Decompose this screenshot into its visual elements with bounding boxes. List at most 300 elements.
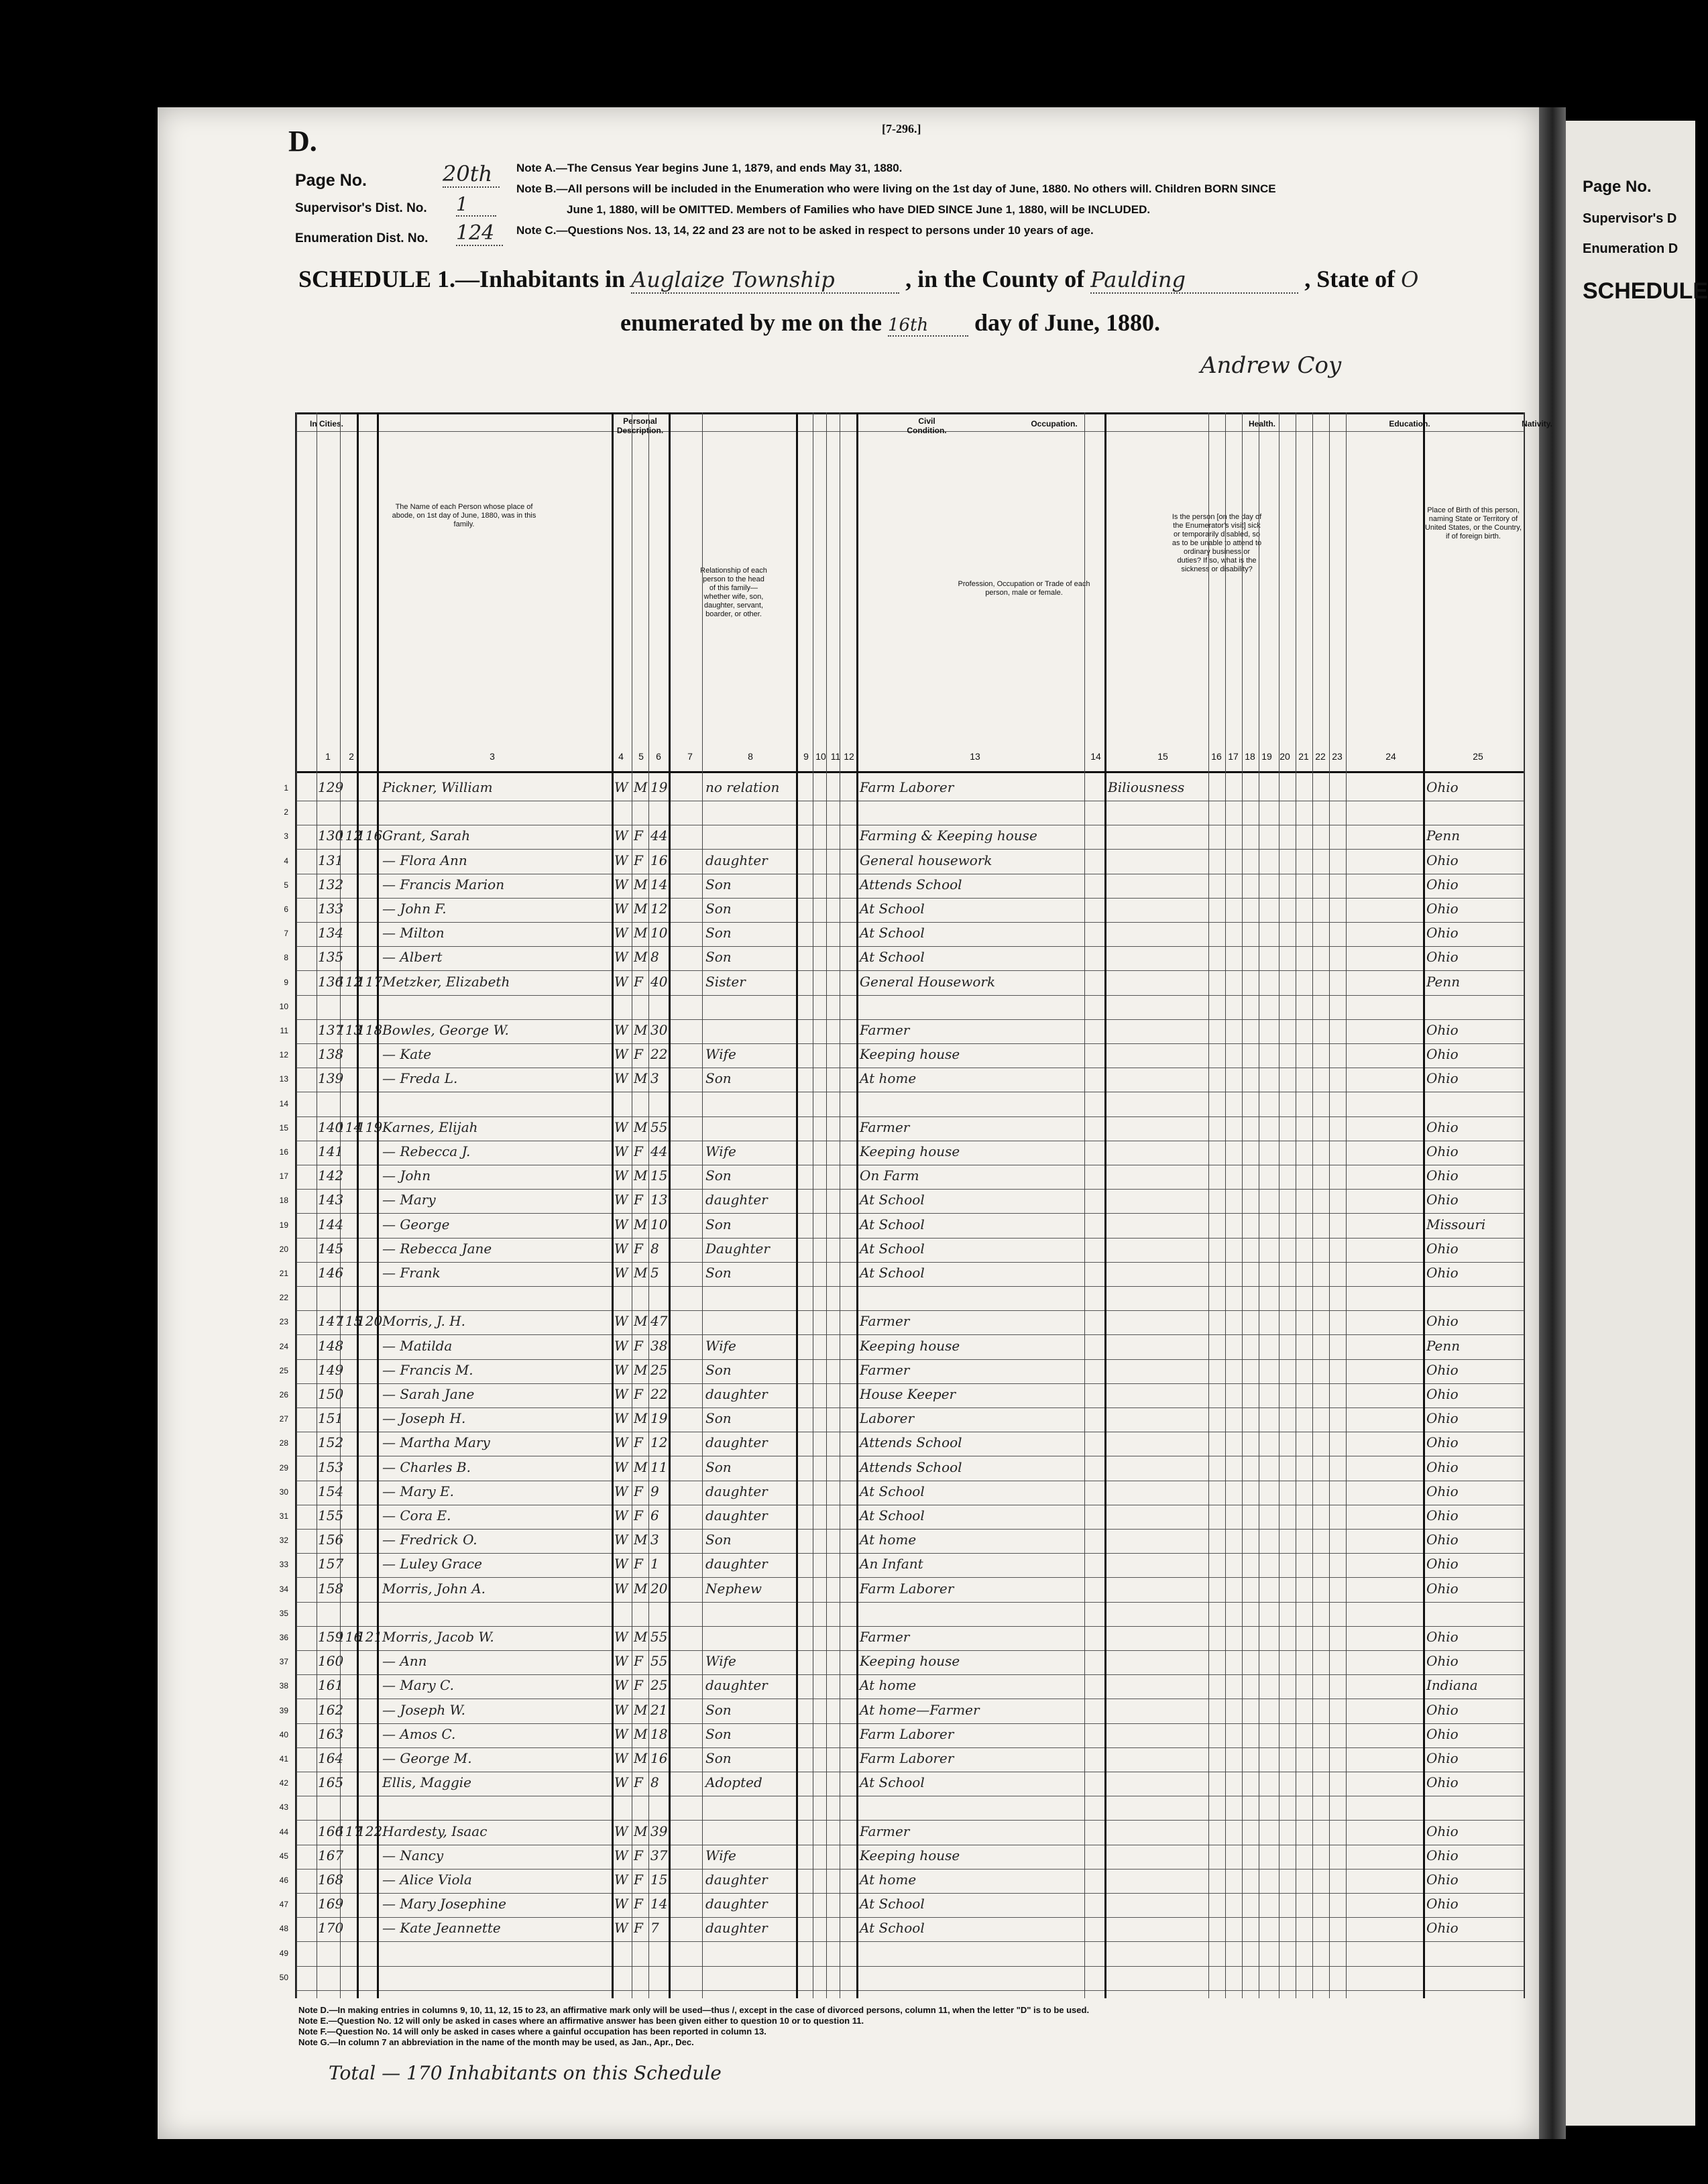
occupation: Keeping house: [860, 1653, 960, 1670]
column-number: 11: [830, 751, 841, 762]
sex: F: [634, 1677, 643, 1694]
census-table: [279, 412, 1552, 1998]
table-row: [279, 1045, 1524, 1068]
house-number: 157: [318, 1556, 344, 1572]
person-name: Pickner, William: [382, 779, 493, 795]
column-divider: [296, 412, 297, 1998]
row-rule: [296, 1553, 1524, 1554]
table-row: [279, 1094, 1524, 1116]
county-label: , in the County of: [905, 266, 1085, 292]
relationship: Wife: [705, 1046, 736, 1063]
row-rule: [296, 922, 1524, 923]
birthplace: Ohio: [1426, 1240, 1459, 1257]
house-number: 149: [318, 1361, 344, 1378]
line-number: 30: [279, 1487, 288, 1497]
table-row: [279, 1506, 1524, 1529]
color: W: [614, 1750, 628, 1766]
column-number: 1: [325, 751, 331, 762]
birthplace: Ohio: [1426, 1920, 1459, 1937]
relationship: Son: [705, 1458, 732, 1475]
birthplace: Ohio: [1426, 1167, 1459, 1184]
house-number: 163: [318, 1725, 344, 1742]
birthplace: Ohio: [1426, 1483, 1459, 1499]
family-number: 119: [357, 1118, 383, 1135]
age: 40: [650, 973, 668, 990]
relationship: Son: [705, 1701, 732, 1718]
occupation: At School: [860, 1920, 925, 1937]
occupation: House Keeper: [860, 1386, 956, 1402]
row-rule: [296, 1674, 1524, 1675]
house-number: 133: [318, 901, 344, 917]
color: W: [614, 1629, 628, 1645]
table-row: [279, 1943, 1524, 1966]
house-number: 168: [318, 1872, 344, 1888]
line-number: 48: [279, 1924, 288, 1934]
line-number: 19: [279, 1220, 288, 1230]
header-notes: [516, 158, 1522, 241]
person-name: — George: [382, 1216, 450, 1232]
sex: F: [634, 1483, 643, 1499]
column-divider: [612, 412, 614, 1998]
line-number: 8: [284, 953, 288, 963]
column-number: 14: [1090, 751, 1101, 762]
color: W: [614, 1216, 628, 1232]
line-number: 23: [279, 1317, 288, 1327]
row-rule: [296, 1626, 1524, 1627]
house-number: 152: [318, 1434, 344, 1451]
age: 15: [650, 1872, 668, 1888]
row-rule: [296, 1917, 1524, 1918]
table-row: [279, 1579, 1524, 1602]
table-row: [279, 1215, 1524, 1238]
column-divider: [856, 412, 858, 1998]
sex: F: [634, 1507, 643, 1524]
age: 19: [650, 1410, 668, 1427]
color: W: [614, 1046, 628, 1063]
occupation: Farming & Keeping house: [860, 827, 1037, 844]
relationship: Son: [705, 876, 732, 893]
person-name: — Kate: [382, 1046, 432, 1063]
house-number: 169: [318, 1896, 344, 1912]
age: 55: [650, 1653, 668, 1670]
person-name: — Rebecca J.: [382, 1143, 471, 1159]
relationship: Son: [705, 1167, 732, 1184]
column-number: 13: [970, 751, 980, 762]
house-number: 154: [318, 1483, 344, 1499]
house-number: 162: [318, 1701, 344, 1718]
color: W: [614, 1265, 628, 1281]
family-number: 116: [357, 827, 383, 844]
house-number: 159: [318, 1629, 344, 1645]
relationship: Son: [705, 901, 732, 917]
age: 3: [650, 1532, 659, 1548]
age: 12: [650, 1434, 668, 1451]
enumeration-dist-value: 124: [456, 221, 503, 246]
occupation: Farm Laborer: [860, 1750, 954, 1766]
table-row: [279, 1142, 1524, 1165]
row-rule: [296, 1529, 1524, 1530]
table-row: [279, 1725, 1524, 1747]
note-a: Note A.—The Census Year begins June 1, 1879, and ends May 31, 1880.: [516, 162, 903, 174]
house-number: 140: [318, 1118, 344, 1135]
table-row: [279, 1385, 1524, 1407]
person-name: — Mary: [382, 1192, 436, 1208]
occupation: At home: [860, 1872, 917, 1888]
facing-enumeration-label: Enumeration D: [1583, 241, 1678, 256]
occupation: At School: [860, 925, 925, 941]
table-row: [279, 1797, 1524, 1820]
age: 44: [650, 827, 668, 844]
relationship: daughter: [705, 1483, 768, 1499]
occupation: Farmer: [860, 1118, 910, 1135]
line-number: 22: [279, 1293, 288, 1303]
person-name: Bowles, George W.: [382, 1022, 509, 1038]
line-number: 10: [279, 1001, 288, 1011]
occupation: At School: [860, 1216, 925, 1232]
relationship: Son: [705, 1532, 732, 1548]
column-number: 21: [1298, 751, 1309, 762]
occupation: General housework: [860, 852, 992, 868]
family-number: 117: [357, 973, 383, 990]
line-number: 31: [279, 1511, 288, 1521]
page-no-label: Page No.: [295, 171, 367, 190]
line-number: 17: [279, 1171, 288, 1182]
color: W: [614, 1701, 628, 1718]
age: 10: [650, 925, 668, 941]
line-number: 26: [279, 1390, 288, 1399]
table-row: [279, 996, 1524, 1019]
column-number: 15: [1157, 751, 1168, 762]
table-row: [280, 1021, 1524, 1043]
sex: M: [634, 1823, 648, 1839]
line-number: 44: [279, 1827, 288, 1837]
person-name: — Ann: [382, 1653, 427, 1670]
house-number: 148: [318, 1337, 344, 1354]
house-number: 135: [318, 949, 344, 966]
color: W: [614, 852, 628, 868]
dwelling-number: 113: [337, 1022, 363, 1038]
line-number: 2: [284, 807, 288, 817]
birthplace: Ohio: [1426, 1532, 1459, 1548]
line-number: 4: [284, 856, 288, 866]
person-name: — Nancy: [382, 1847, 444, 1863]
table-row: [279, 1870, 1524, 1893]
age: 5: [650, 1265, 659, 1281]
row-rule: [296, 1116, 1524, 1117]
color: W: [614, 973, 628, 990]
table-row: [284, 899, 1524, 922]
person-name: — Flora Ann: [382, 852, 467, 868]
table-row: [284, 826, 1524, 849]
group-civil: Civil Condition.: [907, 416, 947, 435]
header-sickness: Is the person [on the day of the Enumerator's visit] sick or temporarily disabled, so as to be unable to attend to ordinary business or duties? If so, what is the sickness or disability?: [1172, 513, 1262, 573]
house-number: 142: [318, 1167, 344, 1184]
total-inhabitants: Total — 170 Inhabitants on this Schedule: [329, 2062, 722, 2084]
row-rule: [296, 1286, 1524, 1287]
relationship: Son: [705, 1410, 732, 1427]
column-divider: [1104, 412, 1106, 1998]
row-rule: [296, 1383, 1524, 1384]
relationship: daughter: [705, 1556, 768, 1572]
sex: F: [634, 1920, 643, 1937]
line-number: 7: [284, 929, 288, 939]
birthplace: Ohio: [1426, 1823, 1459, 1839]
note-g: Note G.—In column 7 an abbreviation in the name of the month may be used, as Jan., Apr., Dec.: [298, 2037, 694, 2047]
relationship: Son: [705, 1750, 732, 1766]
column-divider: [702, 412, 703, 1998]
column-number: 25: [1473, 751, 1483, 762]
age: 13: [650, 1192, 668, 1208]
house-number: 147: [318, 1313, 344, 1330]
sex: F: [634, 1896, 643, 1912]
relationship: daughter: [705, 1192, 768, 1208]
line-number: 46: [279, 1876, 288, 1885]
occupation: Farm Laborer: [860, 1580, 954, 1597]
table-row: [279, 1190, 1524, 1213]
column-divider: [357, 412, 359, 1998]
table-row: [279, 1287, 1524, 1310]
house-number: 165: [318, 1774, 344, 1791]
color: W: [614, 1458, 628, 1475]
column-divider: [1312, 412, 1313, 1998]
birthplace: Ohio: [1426, 876, 1459, 893]
color: W: [614, 1313, 628, 1330]
person-name: — Amos C.: [382, 1725, 456, 1742]
birthplace: Ohio: [1426, 779, 1459, 795]
color: W: [614, 1192, 628, 1208]
note-d: Note D.—In making entries in columns 9, 10, 11, 12, 15 to 23, an affirmative mark only will be used—thus /, except in the case of divorced persons, column 11, when the letter "D" is to be used.: [298, 2005, 1090, 2015]
birthplace: Penn: [1426, 827, 1461, 844]
table-row: [279, 1336, 1524, 1359]
line-number: 24: [279, 1341, 288, 1351]
note-c: Note C.—Questions Nos. 13, 14, 22 and 23 are not to be asked in respect to persons under 10 years of age.: [516, 224, 1094, 237]
line-number: 16: [279, 1147, 288, 1157]
table-row: [279, 1846, 1524, 1869]
schedule-label: SCHEDULE 1.—Inhabitants in: [298, 266, 626, 292]
group-personal: Personal Description.: [616, 416, 664, 435]
house-number: 130: [318, 827, 344, 844]
line-number: 35: [279, 1608, 288, 1618]
row-rule: [296, 970, 1524, 971]
row-rule: [296, 946, 1524, 947]
age: 20: [650, 1580, 668, 1597]
occupation: Keeping house: [860, 1046, 960, 1063]
house-number: 170: [318, 1920, 344, 1937]
color: W: [614, 1070, 628, 1087]
age: 6: [650, 1507, 659, 1524]
color: W: [614, 1337, 628, 1354]
birthplace: Ohio: [1426, 1386, 1459, 1402]
dwelling-number: 115: [337, 1313, 363, 1330]
sex: M: [634, 1750, 648, 1766]
line-number: 13: [279, 1074, 288, 1084]
relationship: Son: [705, 949, 732, 966]
table-row: [279, 1409, 1524, 1432]
line-number: 29: [279, 1462, 288, 1473]
facing-page: [1566, 121, 1708, 2126]
column-divider: [1329, 412, 1330, 1998]
column-divider: [1423, 412, 1425, 1998]
age: 30: [650, 1022, 668, 1038]
house-number: 150: [318, 1386, 344, 1402]
age: 19: [650, 779, 668, 795]
sex: M: [634, 876, 648, 893]
sex: M: [634, 1701, 648, 1718]
line-number: 40: [279, 1729, 288, 1739]
line-number: 14: [279, 1098, 288, 1108]
color: W: [614, 1896, 628, 1912]
birthplace: Penn: [1426, 1337, 1461, 1354]
birthplace: Ohio: [1426, 1313, 1459, 1330]
color: W: [614, 1386, 628, 1402]
house-number: 138: [318, 1046, 344, 1063]
column-divider: [1242, 412, 1243, 1998]
age: 16: [650, 852, 668, 868]
table-row: [279, 1458, 1524, 1481]
enumerated-label: enumerated by me on the: [620, 309, 882, 336]
color: W: [614, 1653, 628, 1670]
person-name: — Sarah Jane: [382, 1386, 475, 1402]
enumeration-dist-label: Enumeration Dist. No.: [295, 231, 429, 245]
person-name: — Matilda: [382, 1337, 453, 1354]
birthplace: Ohio: [1426, 1046, 1459, 1063]
table-row: [284, 875, 1524, 898]
table-row: [279, 1239, 1524, 1262]
facing-schedule-label: SCHEDULE: [1583, 278, 1708, 304]
row-rule: [296, 1213, 1524, 1214]
age: 22: [650, 1386, 668, 1402]
sex: M: [634, 1167, 648, 1184]
relationship: Son: [705, 1265, 732, 1281]
color: W: [614, 1725, 628, 1742]
table-row: [284, 778, 1524, 801]
house-number: 136: [318, 973, 344, 990]
age: 55: [650, 1118, 668, 1135]
sex: M: [634, 901, 648, 917]
sex: F: [634, 827, 643, 844]
person-name: — Mary C.: [382, 1677, 454, 1694]
relationship: Wife: [705, 1847, 736, 1863]
sex: M: [634, 1265, 648, 1281]
township-value: Auglaize Township: [631, 267, 899, 294]
occupation: At School: [860, 1896, 925, 1912]
dwelling-number: 112: [337, 827, 363, 844]
relationship: no relation: [705, 779, 780, 795]
age: 25: [650, 1361, 668, 1378]
house-number: 161: [318, 1677, 344, 1694]
column-divider: [669, 412, 671, 1998]
column-number: 3: [490, 751, 495, 762]
age: 25: [650, 1677, 668, 1694]
dwelling-number: 114: [337, 1118, 363, 1135]
sex: F: [634, 1386, 643, 1402]
line-number: 11: [280, 1026, 288, 1035]
sex: F: [634, 1653, 643, 1670]
relationship: Son: [705, 925, 732, 941]
form-number: [7-296.]: [882, 122, 921, 135]
relationship: daughter: [705, 1896, 768, 1912]
birthplace: Ohio: [1426, 1629, 1459, 1645]
line-number: 33: [279, 1560, 288, 1570]
sex: M: [634, 949, 648, 966]
column-divider: [796, 412, 798, 1998]
group-nativity: Nativity.: [1522, 419, 1552, 428]
column-number: 2: [349, 751, 354, 762]
row-rule: [296, 1966, 1524, 1967]
age: 8: [650, 1240, 659, 1257]
birthplace: Ohio: [1426, 1192, 1459, 1208]
person-name: — John: [382, 1167, 431, 1184]
occupation: Keeping house: [860, 1847, 960, 1863]
facing-page-no-label: Page No.: [1583, 178, 1652, 196]
relationship: Wife: [705, 1653, 736, 1670]
occupation: At School: [860, 1240, 925, 1257]
house-number: 129: [318, 779, 344, 795]
table-row: [279, 1361, 1524, 1383]
line-number: 12: [279, 1050, 288, 1060]
house-number: 137: [318, 1022, 344, 1038]
table-row: [284, 972, 1524, 995]
birthplace: Ohio: [1426, 852, 1459, 868]
row-rule: [296, 1310, 1524, 1311]
birthplace: Ohio: [1426, 1847, 1459, 1863]
row-rule: [296, 1869, 1524, 1870]
color: W: [614, 1774, 628, 1791]
relationship: daughter: [705, 1386, 768, 1402]
house-number: 139: [318, 1070, 344, 1087]
line-number: 5: [284, 880, 288, 890]
row-rule: [296, 1262, 1524, 1263]
state-value: O: [1401, 267, 1419, 292]
page-letter: D.: [288, 125, 317, 158]
sex: F: [634, 1046, 643, 1063]
table-row: [279, 1652, 1524, 1674]
table-row: [279, 1701, 1524, 1723]
birthplace: Indiana: [1426, 1677, 1478, 1694]
person-name: — Francis Marion: [382, 876, 505, 893]
birthplace: Ohio: [1426, 1653, 1459, 1670]
occupation: At School: [860, 1192, 925, 1208]
line-number: 32: [279, 1536, 288, 1546]
person-name: Morris, Jacob W.: [382, 1629, 494, 1645]
house-number: 155: [318, 1507, 344, 1524]
row-rule: [296, 1650, 1524, 1651]
column-number: 19: [1261, 751, 1272, 762]
person-name: — Milton: [382, 925, 445, 941]
person-name: Grant, Sarah: [382, 827, 471, 844]
occupation: At School: [860, 949, 925, 966]
age: 9: [650, 1483, 659, 1499]
sex: M: [634, 1022, 648, 1038]
age: 1: [650, 1556, 659, 1572]
page-content: [158, 107, 1552, 2139]
line-number: 47: [279, 1900, 288, 1910]
column-number: 10: [815, 751, 826, 762]
column-divider: [377, 412, 379, 1998]
table-row: [279, 1263, 1524, 1286]
person-name: — Frank: [382, 1265, 441, 1281]
color: W: [614, 1556, 628, 1572]
color: W: [614, 1434, 628, 1451]
row-rule: [296, 1747, 1524, 1748]
note-b-cont: June 1, 1880, will be OMITTED. Members of Families who have DIED SINCE June 1, 1880, will be INCLUDED.: [567, 203, 1151, 216]
color: W: [614, 1483, 628, 1499]
table-row: [279, 1676, 1524, 1699]
sex: F: [634, 1143, 643, 1159]
occupation: At School: [860, 901, 925, 917]
line-number: 41: [279, 1754, 288, 1764]
enumerated-line: [620, 308, 1160, 337]
